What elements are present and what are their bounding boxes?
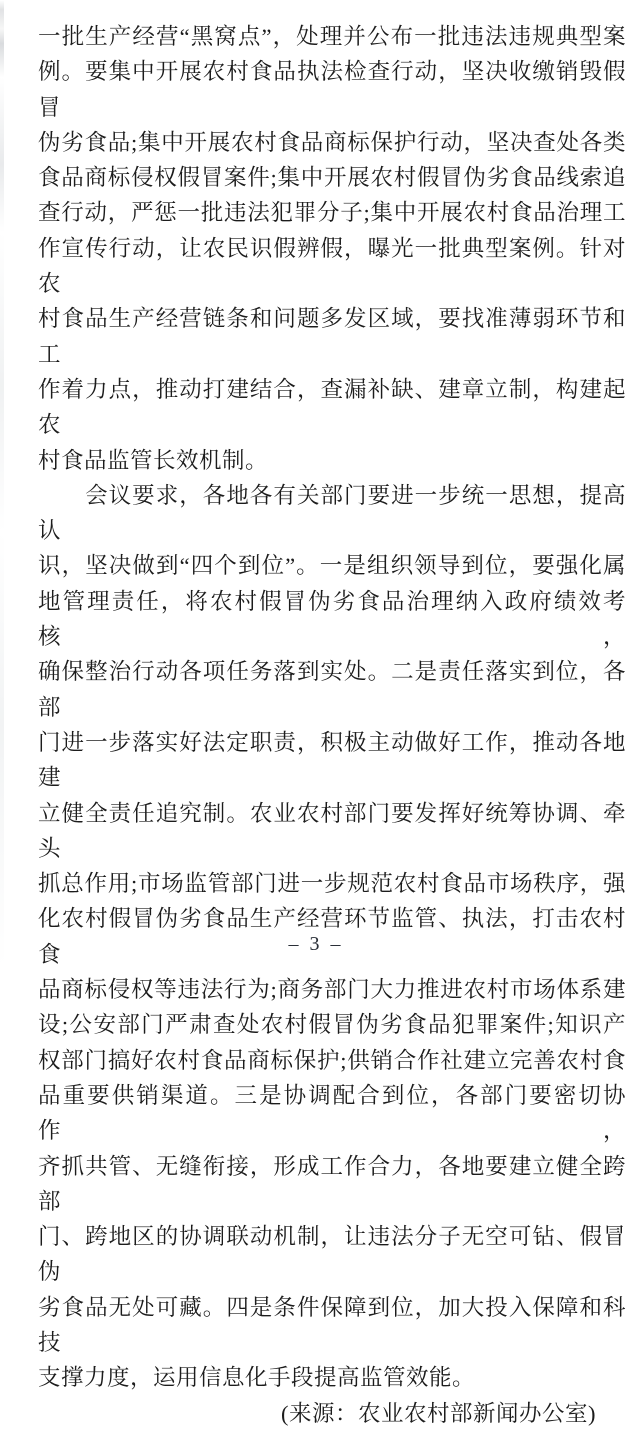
text-line: 地管理责任，将农村假冒伪劣食品治理纳入政府绩效考核， xyxy=(38,588,626,650)
text-line: 村食品生产经营链条和问题多发区域，要找准薄弱环节和工 xyxy=(38,306,626,367)
text-line: 例。要集中开展农村食品执法检查行动，坚决收缴销毁假冒 xyxy=(38,59,626,120)
text-line: 化农村假冒伪劣食品生产经营环节监管、执法，打击农村食 xyxy=(38,906,626,967)
body-paragraph-lines xyxy=(38,19,626,1396)
text-line: 伪劣食品;集中开展农村食品商标保护行动，坚决查处各类 xyxy=(38,129,626,155)
text-line: 门进一步落实好法定职责，积极主动做好工作，推动各地建 xyxy=(38,729,626,791)
text-line: 识，坚决做到“四个到位”。一是组织领导到位，要强化属 xyxy=(38,553,626,579)
text-line: 村食品监管长效机制。 xyxy=(38,447,269,473)
text-line: 一批生产经营“黑窝点”，处理并公布一批违法违规典型案 xyxy=(38,24,626,49)
text-line: 权部门搞好农村食品商标保护;供销合作社建立完善农村食 xyxy=(38,1047,626,1073)
text-line: 齐抓共管、无缝衔接，形成工作合力，各地要建立健全跨部 xyxy=(38,1153,626,1214)
body-text xyxy=(38,19,626,1431)
page-number: – 3 – xyxy=(288,933,344,955)
text-line: 作宣传行动，让农民识假辨假，曝光一批典型案例。针对农 xyxy=(38,235,626,297)
text-line: 食品商标侵权假冒案件;集中开展农村假冒伪劣食品线索追 xyxy=(38,165,626,191)
text-line: 抓总作用;市场监管部门进一步规范农村食品市场秩序，强 xyxy=(38,871,626,897)
text-line: 查行动，严惩一批违法犯罪分子;集中开展农村食品治理工 xyxy=(38,200,626,226)
text-line: 品商标侵权等违法行为;商务部门大力推进农村市场体系建 xyxy=(38,977,626,1003)
source-attribution: (来源：农业农村部新闻办公室) xyxy=(281,1400,596,1426)
text-line: 立健全责任追究制。农业农村部门要发挥好统筹协调、牵头 xyxy=(38,800,626,861)
text-line: 劣食品无处可藏。四是条件保障到位，加大投入保障和科技 xyxy=(38,1294,626,1355)
scan-artifact xyxy=(0,0,4,967)
text-line: 品重要供销渠道。三是协调配合到位，各部门要密切协作， xyxy=(38,1082,626,1144)
text-line: 确保整治行动各项任务落到实处。二是责任落实到位，各部 xyxy=(38,659,626,720)
text-line: 会议要求，各地各有关部门要进一步统一思想，提高认 xyxy=(38,482,626,544)
text-line: 设;公安部门严肃查处农村假冒伪劣食品犯罪案件;知识产 xyxy=(38,1012,626,1038)
text-line: 门、跨地区的协调联动机制，让违法分子无空可钻、假冒伪 xyxy=(38,1224,626,1285)
text-line: 作着力点，推动打建结合，查漏补缺、建章立制，构建起农 xyxy=(38,376,626,438)
text-line: 支撑力度，运用信息化手段提高监管效能。 xyxy=(38,1365,476,1391)
